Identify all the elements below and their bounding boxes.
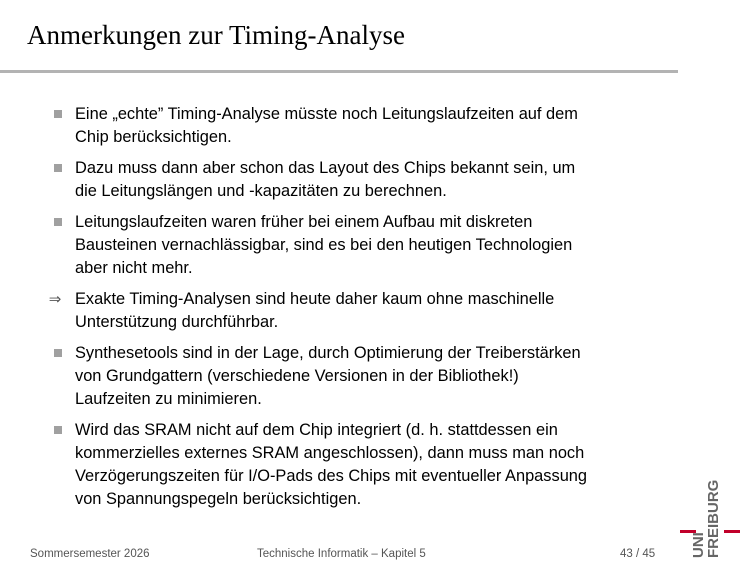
bullet-line: Unterstützung durchführbar. xyxy=(75,313,279,331)
bullet-line: Verzögerungszeiten für I/O-Pads des Chips mit eventueller Anpassung xyxy=(75,467,588,485)
square-bullet-icon xyxy=(48,211,68,234)
bullet-item xyxy=(48,342,668,411)
bullet-line: Synthesetools sind in der Lage, durch Optimierung der Treiberstärken xyxy=(75,344,581,362)
bullet-line: die Leitungslängen und -kapazitäten zu berechnen. xyxy=(75,182,447,200)
square-bullet-icon xyxy=(48,419,68,442)
slide-title: Anmerkungen zur Timing-Analyse xyxy=(27,20,405,50)
bullet-line: aber nicht mehr. xyxy=(75,259,193,277)
bullet-line: Eine „echte” Timing-Analyse müsste noch Leitungslaufzeiten auf dem xyxy=(75,105,578,123)
bullet-list xyxy=(48,103,668,519)
bullet-line: Laufzeiten zu minimieren. xyxy=(75,390,262,408)
bullet-line: Leitungslaufzeiten waren früher bei einem Aufbau mit diskreten xyxy=(75,213,533,231)
bullet-item xyxy=(48,419,668,511)
bullet-line: von Spannungspegeln berücksichtigen. xyxy=(75,490,362,508)
uni-freiburg-logo xyxy=(680,480,740,560)
footer-course: Technische Informatik – Kapitel 5 xyxy=(257,548,426,560)
bullet-line: von Grundgattern (verschiedene Versionen in der Bibliothek!) xyxy=(75,367,519,385)
logo-text-freiburg: FREIBURG xyxy=(705,480,722,558)
bullet-line: kommerzielles externes SRAM angeschlossen), dann muss man noch xyxy=(75,444,585,462)
bullet-line: Dazu muss dann aber schon das Layout des Chips bekannt sein, um xyxy=(75,159,576,177)
bullet-item xyxy=(48,157,668,203)
bullet-line: Wird das SRAM nicht auf dem Chip integriert (d. h. stattdessen ein xyxy=(75,421,558,439)
footer-page-number: 43 / 45 xyxy=(620,548,656,560)
bullet-line: Bausteinen vernachlässigbar, sind es bei den heutigen Technologien xyxy=(75,236,573,254)
bullet-line: Chip berücksichtigen. xyxy=(75,128,232,146)
footer-semester: Sommersemester 2026 xyxy=(30,548,150,560)
square-bullet-icon xyxy=(48,103,68,126)
bullet-item xyxy=(48,103,668,149)
logo-text-uni: UNI xyxy=(690,532,707,558)
bullet-item xyxy=(48,211,668,280)
square-bullet-icon xyxy=(48,342,68,365)
bullet-line: Exakte Timing-Analysen sind heute daher kaum ohne maschinelle xyxy=(75,290,555,308)
bullet-item xyxy=(48,288,668,334)
square-bullet-icon xyxy=(48,157,68,180)
title-divider xyxy=(0,70,678,73)
implies-arrow-icon: ⇒ xyxy=(48,291,62,308)
